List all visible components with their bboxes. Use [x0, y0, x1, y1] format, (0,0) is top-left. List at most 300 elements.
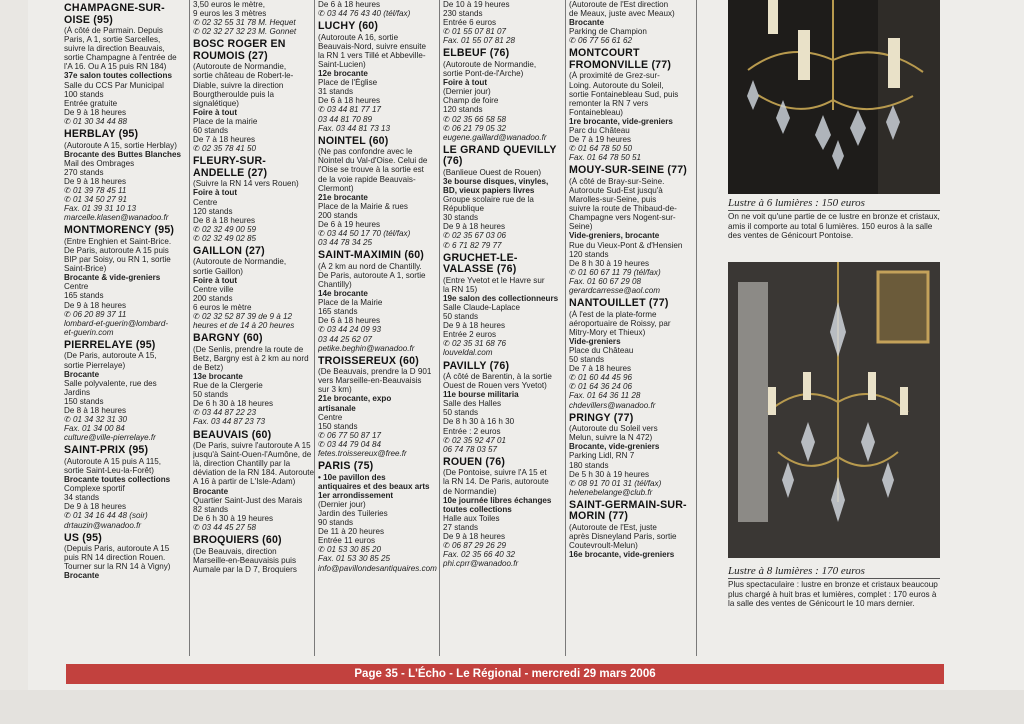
- city-name: PARIS: [318, 460, 351, 473]
- listing-line: petike.beghin@wanadoo.fr: [318, 343, 415, 353]
- city-department: (76): [489, 359, 510, 372]
- listing-line: sortie château de Robert-le-: [193, 71, 294, 81]
- listing-line: louveldal.com: [443, 348, 493, 358]
- listing-entry: [193, 156, 317, 243]
- listing-city: [569, 298, 693, 310]
- listing-city: [193, 246, 317, 258]
- listing-line: De 8 à 18 heures: [193, 215, 256, 225]
- listing-line: Entrée 6 euros: [443, 18, 497, 28]
- listing-city: [443, 48, 567, 60]
- listing-line: remonter la RN 7 vers: [569, 98, 649, 108]
- listing-line: ✆ 02 32 52 87 39 de 9 à 12: [193, 312, 293, 322]
- city-department: (60): [262, 534, 282, 546]
- listing-line: ✆ 06 21 79 05 32: [443, 123, 507, 133]
- listing-city: [569, 413, 693, 425]
- listing-line: Salle des Halles: [443, 399, 502, 409]
- listing-city: [193, 156, 317, 179]
- listing-entry: [193, 246, 317, 330]
- listing-line: 30 stands: [443, 213, 479, 223]
- listing-entry: [569, 0, 693, 45]
- listing-line: de Meaux, juste avec Meaux): [569, 9, 675, 19]
- listing-city: [64, 129, 188, 141]
- listing-line: Complexe sportif: [64, 484, 125, 494]
- listing-line: 11e bourse militaria: [443, 390, 519, 400]
- chandelier-photo-1: [728, 0, 940, 194]
- listing-line: déviation de la RN 184. Autoroute: [193, 468, 315, 478]
- listing-line: Place de la Mairie: [318, 298, 383, 308]
- listing-city: [318, 21, 442, 33]
- listing-line: 165 stands: [318, 307, 358, 317]
- listing-entry: [64, 129, 188, 222]
- listing-line: De 8 h 30 à 19 heures: [569, 258, 650, 268]
- listing-line: Beauvais-Nord, suivre ensuite: [318, 41, 426, 51]
- listing-line: ✆ 01 34 16 44 48 (soir): [64, 511, 148, 521]
- listing-city: [443, 457, 567, 469]
- listing-line: Rue du Vieux-Pont & d'Hensien: [569, 240, 683, 250]
- listing-entry: [193, 39, 317, 153]
- listing-line: Loing. Autoroute du Soleil,: [569, 80, 664, 90]
- listing-line: De 6 à 18 heures: [318, 96, 381, 106]
- listing-line: ✆ 06 77 50 87 17: [318, 430, 382, 440]
- listing-line: ✆ 02 35 78 41 50: [193, 144, 257, 154]
- listing-line: Fax. 01 60 67 29 08: [569, 276, 641, 286]
- listing-line: De 6 h 30 à 19 heures: [193, 513, 274, 523]
- city-department: (60): [243, 332, 263, 345]
- column-divider: [314, 0, 315, 656]
- listing-line: Tourner sur la RN 14 à Vigny): [64, 562, 171, 572]
- listing-line: (Banlieue Ouest de Rouen): [443, 167, 542, 177]
- city-department: (95): [82, 531, 102, 544]
- listing-line: De 9 à 18 heures: [64, 107, 127, 117]
- listing-line: signalétique): [193, 98, 239, 108]
- city-name: TROISSEREUX: [318, 354, 397, 367]
- city-department: (60): [404, 249, 425, 262]
- chandelier-image-2: [728, 262, 940, 558]
- listing-line: (De Senlis, prendre la route de: [193, 344, 304, 354]
- listing-line: (Entre Yvetot et le Havre sur: [443, 275, 545, 285]
- listing-line: (De Pontoise, suivre l'A 15 et: [443, 468, 547, 478]
- listing-line: Champ de foire: [443, 96, 499, 106]
- listing-line: Bourgtheroulde puis la: [193, 89, 274, 99]
- listing-line: Centre: [64, 282, 89, 292]
- city-name: PRINGY: [569, 411, 611, 424]
- listing-line: de Betz): [193, 362, 224, 372]
- listing-line: De 11 à 20 heures: [318, 527, 384, 537]
- listing-line: sortie Pierrelaye): [64, 360, 126, 370]
- listing-line: De 6 h 30 à 18 heures: [193, 399, 274, 409]
- listing-line: (Autoroute A 16, sortie: [318, 32, 399, 42]
- city-name: LUCHY: [318, 20, 356, 33]
- listing-line: De 9 à 18 heures: [64, 300, 127, 310]
- listing-line: 90 stands: [318, 518, 354, 528]
- listing-line: phi.cprr@wanadoo.fr: [443, 559, 519, 569]
- listing-line: ✆ 03 44 50 17 70 (tél/fax): [318, 229, 411, 239]
- listing-column-5: [569, 0, 693, 656]
- listing-line: Centre: [193, 197, 218, 207]
- listing-line: Betz, Bargny est à 2 km au nord: [193, 353, 309, 363]
- listing-line: 270 stands: [64, 167, 104, 177]
- city-name: BEAUVAIS: [193, 428, 249, 441]
- listing-entry: [193, 535, 317, 574]
- listing-line: ✆ 01 34 50 27 91: [64, 195, 128, 205]
- listing-line: ✆ 03 44 76 43 40 (tél/fax): [318, 9, 411, 19]
- listing-line: Entrée gratuite: [64, 98, 118, 108]
- listing-city: [569, 48, 693, 71]
- listing-line: (Depuis Paris, autoroute A 15: [64, 544, 170, 554]
- city-department: (60): [358, 20, 379, 33]
- listing-line: ✆ 01 60 44 45 96: [569, 373, 633, 383]
- listing-city: [443, 253, 567, 276]
- city-name: GAILLON: [193, 244, 243, 257]
- listing-line: sur 3 km): [318, 385, 352, 395]
- listing-entry: [569, 413, 693, 497]
- listing-entry: [569, 48, 693, 162]
- city-department: (27): [245, 244, 265, 257]
- listing-line: 03 44 81 70 89: [318, 114, 373, 124]
- page-footer: Page 35 - L'Écho - Le Régional - mercredi 29 mars 2006: [66, 664, 944, 684]
- listing-line: (De Paris, autoroute A 15,: [64, 351, 157, 361]
- listing-line: 150 stands: [64, 396, 104, 406]
- listing-line: Jardin des Tuileries: [318, 509, 388, 518]
- listing-line: 9 euros les 3 mètres: [193, 9, 267, 19]
- listing-line: de la voie rapide Beauvais-: [318, 174, 416, 184]
- listing-line: Vide-greniers: [569, 336, 621, 346]
- city-department: (27): [247, 166, 268, 179]
- listing-line: ✆ 02 35 66 58 58: [443, 114, 507, 124]
- listing-line: 6 euros le mètre: [193, 302, 252, 312]
- listing-line: l'A 16. Ou A 15 puis RN 184): [64, 62, 167, 72]
- listing-line: De Paris, autoroute A 1, sortie: [318, 270, 426, 280]
- listing-line: Fax. 01 64 78 50 51: [569, 153, 641, 163]
- listing-line: 12e brocante: [318, 69, 368, 79]
- listing-line: Place de la mairie: [193, 116, 258, 126]
- listing-line: Centre ville: [193, 284, 234, 294]
- listing-entry: [318, 0, 442, 18]
- listing-line: Fax. 01 55 07 81 28: [443, 36, 515, 46]
- city-department: (95): [154, 224, 175, 237]
- chandelier-image-1: [728, 0, 940, 194]
- listing-line: Salle polyvalente, rue des: [64, 378, 157, 388]
- listing-line: Foire à tout: [193, 107, 238, 117]
- listing-city: [443, 361, 567, 373]
- listing-line: (Autoroute de l'Est, juste: [569, 522, 657, 532]
- city-name: HERBLAY: [64, 128, 116, 141]
- listing-line: Autoroute Sud-Est jusqu'à: [569, 186, 663, 195]
- listing-line: ✆ 06 77 56 61 62: [569, 36, 633, 46]
- city-department: (95): [128, 444, 149, 457]
- photo-caption-title-1: Lustre à 6 lumières : 150 euros: [728, 197, 865, 209]
- city-name: NANTOUILLET: [569, 297, 646, 310]
- listing-entry: [64, 340, 188, 442]
- listing-city: [318, 250, 442, 262]
- listing-line: Aumale par la D 7, Broquiers: [193, 564, 297, 574]
- city-name: BROQUIERS: [193, 534, 259, 546]
- caption-rule: [728, 578, 940, 579]
- listing-entry: [569, 165, 693, 295]
- listing-entry: [64, 3, 188, 126]
- listing-line: 165 stands: [64, 291, 104, 301]
- listing-line: Entrée 2 euros: [443, 330, 497, 340]
- listing-line: 31 stands: [318, 87, 354, 97]
- listing-line: 230 stands: [443, 9, 483, 19]
- listing-entry: [569, 298, 693, 410]
- column-divider: [696, 0, 697, 656]
- listing-line: aéroportuaire de Roissy, par: [569, 318, 671, 328]
- listing-line: 1re brocante, vide-greniers: [569, 116, 673, 126]
- listing-line: Rue de la Clergerie: [193, 381, 263, 391]
- listing-column-2: [193, 0, 317, 656]
- listing-line: (Dernier jour): [443, 87, 491, 97]
- listing-line: ✆ 02 32 49 02 85: [193, 233, 257, 243]
- listing-line: Brocante: [64, 369, 100, 379]
- listing-line: Brocante: [64, 571, 100, 581]
- city-department: (77): [613, 411, 634, 424]
- listing-line: 50 stands: [569, 355, 605, 365]
- city-name: US: [64, 531, 80, 544]
- listing-line: ✆ 03 44 24 09 93: [318, 325, 382, 335]
- listing-line: ✆ 6 71 82 79 77: [443, 240, 502, 250]
- listing-city: [569, 165, 693, 177]
- listing-entry: [443, 457, 567, 569]
- listing-city: [318, 461, 442, 473]
- listing-line: eugene.gaillard@wanadoo.fr: [443, 132, 547, 142]
- city-name: ELBEUF: [443, 47, 487, 60]
- listing-line: (Autoroute A 15 puis A 115,: [64, 456, 162, 466]
- city-name: PAVILLY: [443, 359, 487, 372]
- listing-city: [318, 136, 442, 148]
- newspaper-page: [28, 0, 1024, 724]
- listing-entry: [443, 253, 567, 358]
- listing-line: ✆ 01 53 30 85 20: [318, 545, 382, 555]
- listing-line: Parking de Champion: [569, 27, 647, 37]
- listing-line: De 9 à 18 heures: [443, 532, 506, 541]
- listing-line: l'Oise se trouve à la sortie est: [318, 165, 424, 175]
- listing-line: De 8 h 30 à 16 h 30: [443, 417, 515, 427]
- listing-entry: [318, 21, 442, 133]
- city-department: (60): [399, 354, 419, 367]
- listing-city: [193, 333, 317, 345]
- listing-entry: [64, 445, 188, 529]
- listing-line: ✆ 01 60 67 11 79 (tél/fax): [569, 267, 661, 277]
- listing-line: Fax. 01 39 31 10 13: [64, 204, 136, 214]
- listing-line: Fax. 03 44 81 73 13: [318, 123, 390, 133]
- listing-line: Brocante toutes collections: [64, 475, 171, 485]
- listing-city: [64, 340, 188, 352]
- listing-column-3: [318, 0, 442, 656]
- listing-line: 10e journée libres échanges: [443, 495, 552, 505]
- listing-line: Melun, suivre la N 472): [569, 433, 653, 443]
- listing-entry: [443, 145, 567, 250]
- listing-line: De 6 à 18 heures: [318, 0, 381, 9]
- listing-line: De 6 à 18 heures: [318, 316, 381, 326]
- listing-line: 14e brocante: [318, 289, 368, 299]
- listing-city: [64, 533, 188, 545]
- listing-line: gerardcarresse@aol.com: [569, 286, 660, 296]
- listing-line: Saint-Lucien): [318, 59, 366, 69]
- listing-line: Parking Lidl, RN 7: [569, 451, 635, 461]
- listing-entry: [193, 0, 317, 36]
- column-divider: [439, 0, 440, 656]
- listing-line: chdevillers@wanadoo.fr: [569, 400, 656, 410]
- listing-line: jusqu'à Saint-Ouen-l'Aumône, de: [193, 450, 312, 460]
- listing-line: info@pavillondesantiquaires.com: [318, 563, 437, 573]
- city-name: LE GRAND QUEVILLY: [443, 143, 557, 156]
- listing-line: Brocante: [569, 18, 605, 28]
- listing-line: de Normandie): [443, 486, 497, 496]
- city-department: (95): [118, 128, 139, 141]
- listing-line: Place de la Mairie & rues: [318, 201, 408, 211]
- listing-line: ✆ 01 55 07 81 07: [443, 27, 507, 37]
- listing-line: et-guerin.com: [64, 327, 114, 337]
- listing-line: sortie Fontainebleau Sud, puis: [569, 89, 679, 99]
- listing-line: 180 stands: [569, 460, 609, 470]
- listing-line: la RN 15): [443, 284, 478, 294]
- listing-line: ✆ 01 34 32 31 30: [64, 415, 128, 425]
- listing-line: 120 stands: [443, 105, 483, 115]
- listing-line: 34 stands: [64, 493, 100, 503]
- listing-line: (Autoroute de Normandie,: [443, 59, 537, 69]
- city-name: PIERRELAYE: [64, 338, 133, 351]
- listing-line: Nointel du Val-d'Oise. Celui de: [318, 156, 428, 166]
- listing-line: Centre: [318, 412, 343, 422]
- listing-line: Fax. 01 34 00 84: [64, 424, 125, 434]
- listing-line: 50 stands: [443, 312, 479, 322]
- listing-line: Jardins: [64, 387, 91, 397]
- listing-line: BD, vieux papiers livres: [443, 186, 535, 195]
- listing-line: Champagne vers Nogent-sur-: [569, 213, 676, 223]
- listing-city: [318, 356, 442, 368]
- listing-line: Fax. 01 53 30 85 25: [318, 554, 390, 564]
- listing-line: 200 stands: [318, 210, 358, 220]
- listing-line: Mail des Ombrages: [64, 158, 135, 168]
- listing-line: heures et de 14 à 20 heures: [193, 321, 295, 331]
- listing-line: Foire à tout: [193, 188, 238, 198]
- listing-line: (De Beauvais, prendre la D 901: [318, 367, 432, 377]
- listing-line: la RN 14. De Paris, autoroute: [443, 477, 549, 487]
- listing-line: 16e brocante, vide-greniers: [569, 550, 675, 560]
- city-name: FLEURY-SUR-ANDELLE: [193, 155, 267, 179]
- listing-line: (De Paris, suivre l'autoroute A 15: [193, 441, 311, 451]
- listing-city: [193, 39, 317, 62]
- listing-line: (Autoroute du Soleil vers: [569, 424, 658, 434]
- listing-line: (À 2 km au nord de Chantilly.: [318, 261, 422, 271]
- listing-line: (Suivre la RN 14 vers Rouen): [193, 179, 299, 189]
- listing-line: Parc du Château: [569, 126, 630, 136]
- listing-line: Marolles-sur-Seine, puis: [569, 195, 657, 205]
- city-department: (95): [135, 338, 156, 351]
- photo-caption-text-2: Plus spectaculaire : lustre en bronze et cristaux beaucoup plus chargé à huit bras et lumières, complet : 170 euros à la salle des ventes de Génicourt le 10 mars dernier.: [728, 580, 938, 608]
- listing-line: ✆ 02 32 27 32 23 M. Gonnet: [193, 27, 297, 37]
- listing-line: antiquaires et des beaux arts: [318, 481, 430, 491]
- listing-line: ✆ 06 20 89 37 11: [64, 309, 127, 319]
- listing-line: (À côté de Parmain. Depuis: [64, 26, 163, 35]
- listing-line: marcelle.klasen@wanadoo.fr: [64, 213, 169, 223]
- photo-caption-title-2: Lustre à 8 lumières : 170 euros: [728, 565, 865, 577]
- listing-line: Vide-greniers, brocante: [569, 231, 660, 241]
- listing-line: De 9 à 18 heures: [443, 321, 506, 331]
- listing-line: (Dernier jour): [318, 499, 366, 509]
- city-name: BOSC ROGER EN ROUMOIS: [193, 38, 286, 62]
- city-name: ROUEN: [443, 455, 483, 468]
- listing-line: Clermont): [318, 183, 354, 193]
- listing-line: 21e brocante, expo: [318, 394, 392, 404]
- listing-line: ✆ 02 32 55 31 78 M. Hequet: [193, 18, 296, 28]
- listing-line: Fax. 03 44 87 23 73: [193, 417, 265, 427]
- city-name: GRUCHET-LE-VALASSE: [443, 251, 518, 276]
- listing-line: (À côté de Barentin, à la sortie: [443, 372, 552, 381]
- listing-entry: [318, 461, 442, 573]
- listing-line: Brocante des Buttes Blanches: [64, 149, 181, 159]
- listing-line: puis RN 14 direction Rouen.: [64, 553, 166, 563]
- listing-line: Mitry-Mory et Thieux): [569, 327, 646, 337]
- listing-line: Foire à tout: [193, 275, 238, 285]
- listing-line: Chantilly): [318, 279, 352, 289]
- listing-line: Place de l'Église: [318, 78, 378, 88]
- listing-line: ✆ 03 44 87 22 23: [193, 408, 257, 418]
- listing-line: Paris, A 1, sortie Sarcelles,: [64, 35, 161, 45]
- listing-line: 50 stands: [443, 408, 479, 418]
- listing-line: ✆ 02 32 49 00 59: [193, 224, 257, 234]
- listing-line: De 9 à 18 heures: [443, 222, 506, 232]
- listing-line: ✆ 03 44 79 04 84: [318, 439, 382, 449]
- city-department: (60): [368, 134, 389, 147]
- listing-entry: [318, 250, 442, 352]
- listing-city: [193, 430, 317, 442]
- listing-line: Seine): [569, 222, 593, 232]
- city-department: (76): [443, 155, 463, 168]
- listing-entry: [64, 225, 188, 337]
- city-name: MONTMORENCY: [64, 224, 152, 237]
- listing-column-4: [443, 0, 567, 656]
- listing-line: Groupe scolaire rue de la: [443, 195, 534, 205]
- listing-line: fetes.troissereux@free.fr: [318, 449, 407, 459]
- listing-line: là, direction Chantilly par la: [193, 459, 291, 469]
- listing-line: 21e brocante: [318, 192, 368, 202]
- listing-line: 37e salon toutes collections: [64, 71, 172, 81]
- listing-line: lombard-et-guerin@lombard-: [64, 318, 169, 328]
- listing-line: Fontainebleau): [569, 107, 623, 117]
- chandelier-photo-2: [728, 262, 940, 558]
- listing-line: Entrée : 2 euros: [443, 426, 501, 436]
- listing-line: ✆ 01 64 36 24 06: [569, 382, 633, 392]
- city-department: (77): [648, 297, 669, 310]
- listing-line: De 8 à 18 heures: [64, 405, 127, 415]
- listing-line: Salle du CCS Par Municipal: [64, 80, 164, 90]
- listing-line: Halle aux Toiles: [443, 513, 500, 523]
- listing-line: 1er arrondissement: [318, 490, 394, 500]
- listing-line: ✆ 03 44 81 77 17: [318, 105, 382, 115]
- listing-line: helenebelange@club.fr: [569, 487, 653, 497]
- city-name: NOINTEL: [318, 134, 366, 147]
- listing-entry: [318, 356, 442, 458]
- listing-line: (Entre Enghien et Saint-Brice.: [64, 236, 172, 246]
- listing-line: 06 74 78 03 57: [443, 444, 498, 454]
- listing-line: suivre la direction Beauvais,: [64, 44, 165, 54]
- listing-line: après Disneyland Paris, sortie: [569, 532, 677, 541]
- listing-line: De 7 à 18 heures: [193, 135, 256, 145]
- listing-line: sortie Champagne à l'entrée de: [64, 53, 177, 63]
- listing-line: toutes collections: [443, 504, 512, 514]
- city-department: (76): [485, 455, 506, 468]
- listing-line: sortie Gaillon): [193, 266, 243, 276]
- listing-line: ✆ 01 64 78 50 50: [569, 144, 633, 154]
- listing-line: ✆ 03 44 45 27 58: [193, 522, 257, 532]
- listing-line: 27 stands: [443, 522, 479, 532]
- listing-line: vers Marseille-en-Beauvaisis: [318, 376, 422, 386]
- listing-line: (Ne pas confondre avec le: [318, 147, 413, 157]
- listing-line: 120 stands: [193, 206, 233, 216]
- listing-line: De 9 à 18 heures: [64, 176, 127, 186]
